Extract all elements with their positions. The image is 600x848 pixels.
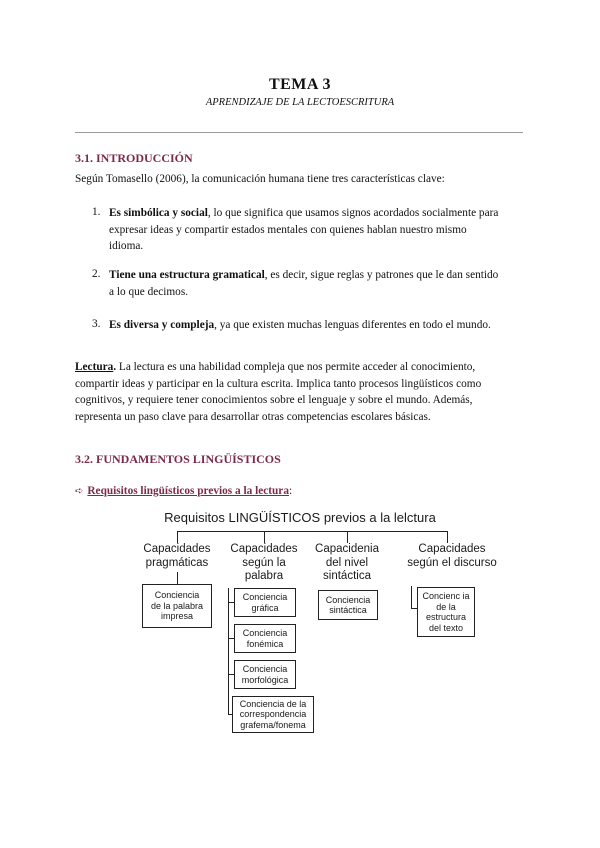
list-item-text: a lo que decimos. bbox=[109, 285, 189, 298]
list-item-bold: Tiene una estructura gramatical bbox=[109, 269, 265, 281]
box-conciencia-morfologica: Conciencia morfológica bbox=[234, 660, 296, 689]
list-item-text: , es decir, sigue reglas y patrones que le dan sentido bbox=[264, 269, 499, 281]
lectura-label: Lectura bbox=[75, 361, 114, 373]
lectura-label-suffix: . bbox=[113, 361, 117, 373]
list-item-text: , ya que existen muchas lenguas diferentes en todo el mundo. bbox=[214, 319, 491, 331]
diagram-connector bbox=[411, 586, 412, 608]
list-number: 2. bbox=[92, 268, 101, 280]
box-conciencia-palabra-impresa: Conciencia de la palabra impresa bbox=[142, 584, 212, 628]
column-header-pragmaticas: Capacidades pragmáticas bbox=[143, 543, 211, 569]
list-item-bold: Es simbólica y social bbox=[109, 207, 208, 219]
requisitos-link[interactable]: Requisitos lingüísticos previos a la lectura bbox=[87, 485, 289, 497]
column-header-sintactica: Capacidenia del nivel sintáctica bbox=[315, 543, 379, 582]
diagram-connector bbox=[228, 588, 229, 715]
page-title: TEMA 3 bbox=[268, 76, 332, 93]
lectura-text: cognitivos, y requiere tener conocimientos sobre el lenguaje y sobre el mundo. Además, bbox=[75, 394, 473, 407]
lectura-text: La lectura es una habilidad compleja que nos permite acceder al conocimiento, bbox=[116, 361, 476, 373]
section-heading-introduccion: 3.1. INTRODUCCIÓN bbox=[75, 151, 193, 165]
diagram-connector bbox=[177, 531, 178, 543]
link-suffix: : bbox=[288, 485, 293, 497]
column-header-discurso: Capacidades según el discurso bbox=[407, 543, 497, 569]
diagram-connector bbox=[177, 572, 178, 584]
column-header-palabra: Capacidades según la palabra bbox=[230, 543, 298, 582]
diagram-connector bbox=[264, 531, 265, 543]
list-item-text: , lo que significa que usamos signos acordados socialmente para bbox=[207, 207, 499, 219]
box-conciencia-estructura-texto: Concienc ia de la estructura del texto bbox=[417, 587, 475, 637]
lectura-text: compartir ideas y participar en la cultura escrita. Implica tanto procesos lingüísticos como bbox=[75, 377, 482, 390]
box-conciencia-grafica: Conciencia gráfica bbox=[234, 588, 296, 617]
box-conciencia-sintactica: Conciencia sintáctica bbox=[318, 590, 378, 620]
list-number: 1. bbox=[92, 206, 101, 218]
arrow-right-icon: ➪ bbox=[75, 486, 84, 497]
diagram-connector bbox=[447, 531, 448, 543]
list-item-text: idioma. bbox=[109, 240, 144, 253]
box-conciencia-correspondencia: Conciencia de la correspondencia grafema/fonema bbox=[232, 696, 314, 733]
list-item-bold: Es diversa y compleja bbox=[109, 319, 215, 331]
list-number: 3. bbox=[92, 318, 101, 330]
section-heading-fundamentos: 3.2. FUNDAMENTOS LINGÜÍSTICOS bbox=[75, 452, 281, 466]
intro-paragraph: Según Tomasello (2006), la comunicación humana tiene tres características clave: bbox=[75, 173, 445, 185]
diagram-title: Requisitos LINGÜÍSTICOS previos a la lelctura bbox=[164, 510, 436, 525]
list-item-text: expresar ideas y compartir estados mentales con quienes hablan nuestro mismo bbox=[109, 223, 467, 236]
diagram-connector bbox=[347, 531, 348, 543]
box-conciencia-fonemica: Conciencia fonémica bbox=[234, 624, 296, 653]
page-subtitle: APRENDIZAJE DE LA LECTOESCRITURA bbox=[205, 97, 395, 108]
diagram-connector bbox=[177, 531, 447, 532]
lectura-text: representa un paso clave para desarrollar otras competencias escolares básicas. bbox=[75, 410, 431, 423]
